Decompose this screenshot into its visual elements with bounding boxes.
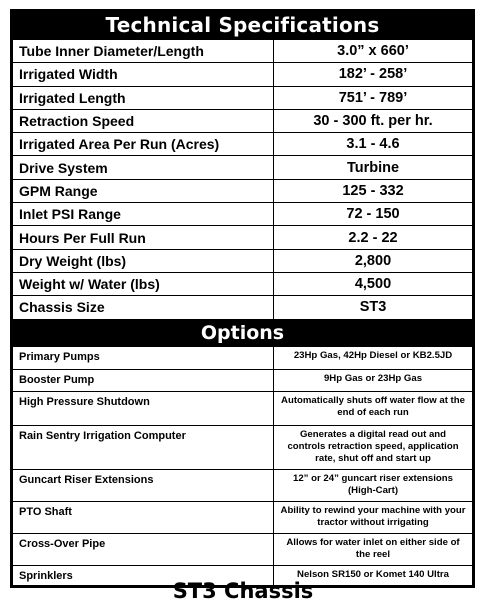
table-row (13, 249, 473, 272)
spec-value: 30 - 300 ft. per hr. (274, 109, 473, 132)
spec-value: 3.1 - 4.6 (274, 133, 473, 156)
option-label: PTO Shaft (13, 501, 274, 533)
option-value: Nelson SR150 or Komet 140 Ultra (274, 565, 473, 585)
spec-label: Chassis Size (13, 296, 274, 319)
spec-label: Irrigated Length (13, 86, 274, 109)
specs-table (12, 39, 473, 320)
spec-label: GPM Range (13, 179, 274, 202)
option-value: 9Hp Gas or 23Hp Gas (274, 369, 473, 391)
spec-value: 2,800 (274, 249, 473, 272)
option-value: Generates a digital read out and controls retraction speed, application rate, shut off and start up (274, 425, 473, 469)
option-value: 23Hp Gas, 42Hp Diesel or KB2.5JD (274, 346, 473, 369)
option-value: Ability to rewind your machine with your tractor without irrigating (274, 501, 473, 533)
table-row (13, 425, 473, 469)
spec-label: Weight w/ Water (lbs) (13, 272, 274, 295)
table-row (13, 226, 473, 249)
table-row (13, 40, 473, 63)
table-row (13, 86, 473, 109)
chassis-caption: ST3 Chassis (172, 579, 314, 603)
table-row (13, 63, 473, 86)
option-label: Primary Pumps (13, 346, 274, 369)
spec-label: Drive System (13, 156, 274, 179)
options-title: Options (12, 320, 473, 346)
spec-value: 4,500 (274, 272, 473, 295)
option-value: Allows for water inlet on either side of the reel (274, 533, 473, 565)
table-row (13, 501, 473, 533)
table-row (13, 296, 473, 319)
specs-title: Technical Specifications (12, 11, 473, 39)
table-row (13, 369, 473, 391)
spec-value: 72 - 150 (274, 203, 473, 226)
table-row (13, 469, 473, 501)
spec-value: Turbine (274, 156, 473, 179)
table-row (13, 133, 473, 156)
table-row (13, 272, 473, 295)
spec-sheet (10, 9, 475, 588)
spec-value: 125 - 332 (274, 179, 473, 202)
table-row (13, 203, 473, 226)
option-label: Rain Sentry Irrigation Computer (13, 425, 274, 469)
option-label: Booster Pump (13, 369, 274, 391)
spec-value: 751’ - 789’ (274, 86, 473, 109)
table-row (13, 179, 473, 202)
spec-label: Irrigated Area Per Run (Acres) (13, 133, 274, 156)
spec-value: ST3 (274, 296, 473, 319)
option-label: Sprinklers (13, 565, 274, 585)
spec-label: Retraction Speed (13, 109, 274, 132)
table-row (13, 533, 473, 565)
table-row (13, 346, 473, 369)
option-value: Automatically shuts off water flow at the end of each run (274, 391, 473, 425)
options-table (12, 346, 473, 586)
table-row (13, 156, 473, 179)
option-label: High Pressure Shutdown (13, 391, 274, 425)
spec-label: Tube Inner Diameter/Length (13, 40, 274, 63)
option-value: 12” or 24” guncart riser extensions (High-Cart) (274, 469, 473, 501)
spec-value: 3.0” x 660’ (274, 40, 473, 63)
table-row (13, 109, 473, 132)
option-label: Guncart Riser Extensions (13, 469, 274, 501)
spec-label: Hours Per Full Run (13, 226, 274, 249)
spec-label: Dry Weight (lbs) (13, 249, 274, 272)
spec-value: 182’ - 258’ (274, 63, 473, 86)
option-label: Cross-Over Pipe (13, 533, 274, 565)
spec-label: Irrigated Width (13, 63, 274, 86)
table-row (13, 391, 473, 425)
spec-label: Inlet PSI Range (13, 203, 274, 226)
spec-value: 2.2 - 22 (274, 226, 473, 249)
